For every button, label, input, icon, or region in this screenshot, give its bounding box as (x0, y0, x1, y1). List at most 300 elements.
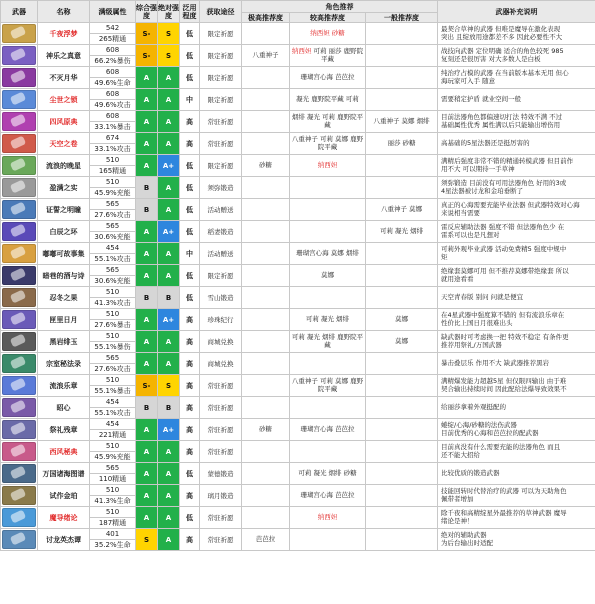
note-line: 矩 (441, 252, 448, 261)
acquisition-source: 商城兑换 (200, 353, 242, 375)
weapon-name: 流浪乐章 (38, 375, 90, 397)
catalyst-icon (2, 68, 36, 87)
weapon-sub-stat: 27.6%攻击 (90, 364, 136, 375)
weapon-sub-stat: 55.1%暴伤 (90, 342, 136, 353)
weapon-icon-cell (1, 419, 38, 441)
top-recommended-roles (242, 111, 290, 133)
acquisition-source: 常驻祈愿 (200, 397, 242, 419)
note-line: 突出 且绽放用途都差不多 因此必要性不大 (441, 32, 563, 41)
weapon-name: 忍冬之果 (38, 287, 90, 309)
weapon-sub-stat: 27.6%攻击 (90, 210, 136, 221)
catalyst-icon (2, 332, 36, 351)
weapon-notes (438, 529, 595, 551)
high-recommended-roles (290, 375, 366, 397)
weapon-notes (438, 419, 595, 441)
acquisition-source: 珍珠纪行 (200, 309, 242, 331)
high-recommended-roles (290, 111, 366, 133)
top-recommended-roles: 八重神子 (242, 45, 290, 67)
acquisition-source: 璃月锻造 (200, 485, 242, 507)
weapon-name: 西风秘典 (38, 441, 90, 463)
absolute-grade-badge: A (158, 67, 180, 89)
weapon-sub-stat: 45.9%充能 (90, 452, 136, 463)
acquisition-source: 限定祈愿 (200, 265, 242, 287)
overall-grade-badge: A (136, 243, 158, 265)
table-row (1, 45, 595, 56)
weapon-base-attack: 510 (90, 177, 136, 188)
high-recommended-roles (290, 529, 366, 551)
weapon-notes (438, 265, 595, 287)
normal-recommended-roles (366, 23, 438, 45)
acquisition-source: 雪山锻造 (200, 287, 242, 309)
weapon-name: 黑岩绯玉 (38, 331, 90, 353)
high-recommended-roles (290, 331, 366, 353)
normal-recommended-roles (366, 155, 438, 177)
weapon-base-attack: 565 (90, 199, 136, 210)
overall-grade-badge: B (136, 397, 158, 419)
high-recommended-roles (290, 485, 366, 507)
weapon-icon-cell (1, 89, 38, 111)
absolute-grade-badge: A+ (158, 309, 180, 331)
weapon-sub-stat: 41.3%攻击 (90, 298, 136, 309)
table-row (1, 309, 595, 320)
weapon-icon-cell (1, 331, 38, 353)
top-recommended-roles (242, 177, 290, 199)
weapon-sub-stat: 33.1%暴击 (90, 122, 136, 133)
normal-recommended-roles (366, 45, 438, 67)
weapon-icon-cell (1, 23, 38, 45)
overall-grade-badge: B (136, 199, 158, 221)
note-line: 可莉外观毕业武器 活动免费精5 强度中规中 (441, 245, 567, 253)
top-recommended-roles (242, 23, 290, 45)
weapon-sub-stat: 30.6%充能 (90, 276, 136, 287)
weapon-base-attack: 454 (90, 419, 136, 430)
weapon-base-attack: 565 (90, 353, 136, 364)
top-recommended-roles (242, 441, 290, 463)
note-line: 4星法器被讨龙和金珀垂断了 (441, 186, 524, 195)
role-name: 可莉 凝光 烟绯 (305, 314, 350, 323)
top-recommended-roles (242, 331, 290, 353)
weapon-sub-stat: 45.9%充能 (90, 188, 136, 199)
absolute-grade-badge: A+ (158, 419, 180, 441)
breadth-level: 低 (180, 507, 200, 529)
absolute-grade-badge: S (158, 45, 180, 67)
acquisition-source: 常驻祈愿 (200, 507, 242, 529)
note-line: 比较优质的锻造武器 (441, 468, 500, 477)
note-line: 最契合草神的武器 但唯是魔导在激化表现 (441, 25, 561, 33)
absolute-grade-badge: A (158, 243, 180, 265)
weapon-name: 暗巷的酒与诗 (38, 265, 90, 287)
weapon-notes (438, 375, 595, 397)
top-recommended-roles (242, 353, 290, 375)
top-recommended-roles (242, 265, 290, 287)
note-line: 来说相当需要 (441, 208, 481, 217)
absolute-grade-badge: S (158, 23, 180, 45)
normal-recommended-roles: 八重神子 莫娜 (366, 199, 438, 221)
high-recommended-roles (290, 265, 366, 287)
catalyst-icon (2, 420, 36, 439)
high-recommended-roles (290, 287, 366, 309)
breadth-level: 中 (180, 243, 200, 265)
normal-recommended-roles (366, 67, 438, 89)
note-line: 绪论是神！ (441, 516, 474, 525)
high-recommended-roles (290, 397, 366, 419)
catalyst-icon (2, 442, 36, 461)
breadth-level: 低 (180, 287, 200, 309)
breadth-level: 低 (180, 45, 200, 67)
top-recommended-roles (242, 375, 290, 397)
weapon-base-attack: 510 (90, 155, 136, 166)
weapon-sub-stat: 187精通 (90, 518, 136, 529)
catalyst-icon (2, 398, 36, 417)
acquisition-source: 活动赠送 (200, 199, 242, 221)
catalyst-icon (2, 464, 36, 483)
absolute-grade-badge: A (158, 199, 180, 221)
high-recommended-roles (290, 221, 366, 243)
weapon-notes (438, 155, 595, 177)
role-name: 珊瑚宫心海 芭芭拉 (300, 424, 355, 433)
weapon-notes (438, 397, 595, 419)
high-recommended-roles (290, 507, 366, 529)
weapon-base-attack: 454 (90, 397, 136, 408)
weapon-sub-stat: 49.6%生命 (90, 78, 136, 89)
breadth-level: 低 (180, 23, 200, 45)
breadth-level: 高 (180, 111, 200, 133)
normal-recommended-roles: 可莉 凝光 烟绯 (366, 221, 438, 243)
absolute-grade-badge: A (158, 485, 180, 507)
absolute-grade-badge: A (158, 177, 180, 199)
note-line: 蜷绽/心海/砂糖的法伤武器 (441, 421, 517, 429)
catalyst-icon (2, 530, 36, 549)
weapon-notes (438, 441, 595, 463)
table-row (1, 441, 595, 452)
normal-recommended-roles (366, 419, 438, 441)
weapon-name: 证誓之明瞳 (38, 199, 90, 221)
weapon-sub-stat: 49.6%攻击 (90, 100, 136, 111)
high-recommended-roles (290, 419, 366, 441)
acquisition-source: 蒙德锻造 (200, 463, 242, 485)
note-line: 目前法器角色都偏速切打法 特效不满 不过 (441, 113, 563, 121)
normal-recommended-roles: 莫娜 (366, 331, 438, 353)
table-row (1, 23, 595, 34)
role-name: 可莉 凝光 烟绯 (298, 468, 344, 477)
header-role-rec: 角色推荐 (242, 1, 438, 13)
weapon-icon-cell (1, 529, 38, 551)
high-recommended-roles (290, 89, 366, 111)
table-row (1, 463, 595, 474)
note-line: 目前优秀的心海和芭芭拉的配武器 (441, 428, 539, 437)
absolute-grade-badge: A (158, 265, 180, 287)
weapon-notes (438, 111, 595, 133)
overall-grade-badge: B (136, 177, 158, 199)
top-recommended-roles (242, 287, 290, 309)
overall-grade-badge: S- (136, 375, 158, 397)
role-name: 珊瑚宫心海 芭芭拉 (300, 72, 355, 81)
role-name: 芭芭拉 (335, 490, 355, 499)
normal-recommended-roles (366, 529, 438, 551)
weapon-sub-stat: 55.1%攻击 (90, 254, 136, 265)
weapon-icon-cell (1, 221, 38, 243)
weapon-notes (438, 45, 595, 67)
table-row (1, 67, 595, 78)
header-name: 名称 (38, 1, 90, 23)
role-name: 可莉 丽莎 (311, 47, 344, 55)
absolute-grade-badge: B (158, 287, 180, 309)
normal-recommended-roles (366, 89, 438, 111)
weapon-name: 宗室秘法录 (38, 353, 90, 375)
header-high-rec: 较高推荐度 (290, 13, 366, 23)
weapon-name: 昭心 (38, 397, 90, 419)
high-recommended-roles (290, 155, 366, 177)
table-row (1, 485, 595, 496)
note-line: 缺武器时可考虑换一把 特效不稳定 有条件更 (441, 333, 569, 341)
weapon-icon-cell (1, 111, 38, 133)
role-name: 鹿野院平藏 (321, 47, 364, 63)
role-name: 砂糖 (331, 28, 345, 37)
note-line: 性价比上国日月很难出头 (441, 318, 513, 327)
role-name: 八重神子 可莉 莫娜 (291, 377, 351, 385)
weapon-icon-cell (1, 353, 38, 375)
note-line: 基础属性优秀 属性满以后只能输出增伤用 (441, 120, 561, 129)
weapon-notes (438, 507, 595, 529)
note-line: 还不能大招给 (441, 450, 481, 459)
acquisition-source: 商城兑换 (200, 331, 242, 353)
note-line: 雷系可以也是凡想对 (441, 230, 500, 239)
role-name: 烟绯 (345, 248, 359, 257)
top-recommended-roles (242, 309, 290, 331)
overall-grade-badge: A (136, 353, 158, 375)
top-recommended-roles (242, 485, 290, 507)
overall-grade-badge: A (136, 111, 158, 133)
top-recommended-roles (242, 397, 290, 419)
weapon-icon-cell (1, 441, 38, 463)
weapon-sub-stat: 66.2%暴伤 (90, 56, 136, 67)
catalyst-icon (2, 244, 36, 263)
weapon-name: 白辰之环 (38, 221, 90, 243)
weapon-notes (438, 287, 595, 309)
header-row (1, 1, 595, 13)
weapon-name: 四风原典 (38, 111, 90, 133)
weapon-name: 祭礼残章 (38, 419, 90, 441)
high-recommended-roles (290, 463, 366, 485)
weapon-base-attack: 510 (90, 507, 136, 518)
acquisition-source: 限定祈愿 (200, 45, 242, 67)
note-line: 佩带者增加 (441, 494, 474, 503)
overall-grade-badge: A (136, 507, 158, 529)
acquisition-source: 限定祈愿 (200, 89, 242, 111)
high-recommended-roles (290, 441, 366, 463)
high-recommended-roles (290, 67, 366, 89)
overall-grade-badge: A (136, 485, 158, 507)
note-line: 海玩家可入手 随意 (441, 76, 496, 85)
weapon-base-attack: 674 (90, 133, 136, 144)
weapon-base-attack: 510 (90, 287, 136, 298)
note-line: 给丽莎拿着外观挺配的 (441, 402, 507, 411)
weapon-icon-cell (1, 309, 38, 331)
header-absolute-grade: 绝对强度 (158, 1, 180, 23)
weapon-name: 嘟嘟可故事集 (38, 243, 90, 265)
header-source: 获取途径 (200, 1, 242, 23)
weapon-notes (438, 133, 595, 155)
table-row (1, 199, 595, 210)
weapon-name: 讨龙英杰谭 (38, 529, 90, 551)
weapon-icon-cell (1, 155, 38, 177)
catalyst-icon (2, 156, 36, 175)
weapon-notes (438, 485, 595, 507)
weapon-base-attack: 565 (90, 221, 136, 232)
note-line: 暴击叠层乐 作用不大 缺武器推荐黑岩 (441, 358, 550, 367)
catalyst-icon (2, 46, 36, 65)
weapon-notes (438, 221, 595, 243)
weapon-notes (438, 177, 595, 199)
header-weapon: 武器 (1, 1, 38, 23)
role-name: 纳西妲 (317, 512, 338, 521)
weapon-notes (438, 463, 595, 485)
normal-recommended-roles (366, 397, 438, 419)
normal-recommended-roles: 丽莎 砂糖 (366, 133, 438, 155)
weapon-sub-stat: 165精通 (90, 166, 136, 177)
role-name: 鹿野院平藏 (317, 135, 364, 151)
normal-recommended-roles (366, 177, 438, 199)
absolute-grade-badge: A (158, 529, 180, 551)
table-row (1, 375, 595, 386)
weapon-name: 神乐之真意 (38, 45, 90, 67)
acquisition-source: 限定祈愿 (200, 155, 242, 177)
role-name: 纳西妲 (291, 47, 312, 55)
weapon-base-attack: 608 (90, 45, 136, 56)
weapon-sub-stat: 55.1%攻击 (90, 408, 136, 419)
normal-recommended-roles (366, 353, 438, 375)
top-recommended-roles: 砂糖 (242, 419, 290, 441)
role-name: 可莉 凝光 烟绯 (291, 333, 338, 341)
top-recommended-roles (242, 199, 290, 221)
weapon-name: 千夜浮梦 (38, 23, 90, 45)
acquisition-source: 常驻祈愿 (200, 441, 242, 463)
catalyst-icon (2, 178, 36, 197)
acquisition-source: 须弥锻造 (200, 177, 242, 199)
absolute-grade-badge: A (158, 507, 180, 529)
role-name: 八重神子 可莉 莫娜 (291, 135, 351, 143)
breadth-level: 高 (180, 419, 200, 441)
breadth-level: 高 (180, 331, 200, 353)
normal-recommended-roles (366, 287, 438, 309)
top-recommended-roles (242, 243, 290, 265)
weapon-sub-stat: 30.6%充能 (90, 232, 136, 243)
weapon-name: 不灭月华 (38, 67, 90, 89)
table-row (1, 177, 595, 188)
note-line: 绝对的辅助武器 (441, 531, 487, 539)
role-name: 鹿野院平藏 (324, 113, 364, 129)
weapon-icon-cell (1, 463, 38, 485)
overall-grade-badge: A (136, 463, 158, 485)
table-row (1, 265, 595, 276)
note-line: 就用途看看 (441, 274, 474, 283)
weapon-base-attack: 608 (90, 67, 136, 78)
breadth-level: 高 (180, 441, 200, 463)
weapon-icon-cell (1, 67, 38, 89)
breadth-level: 中 (180, 89, 200, 111)
absolute-grade-badge: A (158, 353, 180, 375)
table-row (1, 331, 595, 342)
weapon-sub-stat: 55.1%暴击 (90, 386, 136, 397)
normal-recommended-roles: 八重神子 莫娜 烟绯 (366, 111, 438, 133)
table-row (1, 111, 595, 122)
acquisition-source: 活动赠送 (200, 243, 242, 265)
acquisition-source: 限定祈愿 (200, 67, 242, 89)
catalyst-icon (2, 354, 36, 373)
absolute-grade-badge: A (158, 111, 180, 133)
overall-grade-badge: A (136, 67, 158, 89)
table-row (1, 287, 595, 298)
header-stats: 满级属性 (90, 1, 136, 23)
weapon-base-attack: 454 (90, 243, 136, 254)
note-line: 满精后强度非常不错的精通转模武器 但目前作 (441, 157, 574, 165)
note-line: 纯治疗占模的武器 在当前版本基本无用 但心 (441, 69, 569, 77)
breadth-level: 低 (180, 199, 200, 221)
note-line: 需要稍定护盾 就业空间一般 (441, 94, 522, 103)
weapon-sub-stat: 33.1%攻击 (90, 144, 136, 155)
weapon-icon-cell (1, 45, 38, 67)
weapon-notes (438, 309, 595, 331)
weapon-base-attack: 510 (90, 331, 136, 342)
note-line: 天空青春版 别问 问就是便宜 (441, 292, 524, 301)
weapon-base-attack: 510 (90, 441, 136, 452)
note-line: 在4星武器中强度算不错的 但有流浪乐章在 (441, 311, 565, 319)
weapon-base-attack: 565 (90, 463, 136, 474)
catalyst-icon (2, 24, 36, 43)
overall-grade-badge: A (136, 309, 158, 331)
acquisition-source: 常驻祈愿 (200, 375, 242, 397)
catalyst-icon (2, 112, 36, 131)
header-normal-rec: 一般推荐度 (366, 13, 438, 23)
weapon-notes (438, 23, 595, 45)
weapon-sub-stat: 27.6%暴击 (90, 320, 136, 331)
weapon-icon-cell (1, 375, 38, 397)
role-name: 鹿野院平藏 (317, 377, 364, 393)
weapon-name: 匣里日月 (38, 309, 90, 331)
acquisition-source: 稻妻锻造 (200, 221, 242, 243)
header-overall-grade: 综合强度 (136, 1, 158, 23)
header-breadth: 泛用程度 (180, 1, 200, 23)
top-recommended-roles: 芭芭拉 (242, 529, 290, 551)
note-line: 雷反应辅助法器 强度不错 但法器角色少 在 (441, 223, 565, 231)
overall-grade-badge: A (136, 133, 158, 155)
note-line: 推荐用祭礼/万国武器 (441, 340, 502, 349)
note-line: 目前真没有什么需要充能的法器角色 而且 (441, 443, 561, 451)
catalyst-icon (2, 376, 36, 395)
absolute-grade-badge: S (158, 375, 180, 397)
table-row (1, 353, 595, 364)
weapon-notes (438, 67, 595, 89)
weapon-name: 魔导绪论 (38, 507, 90, 529)
acquisition-source: 常驻祈愿 (200, 419, 242, 441)
absolute-grade-badge: A (158, 89, 180, 111)
catalyst-icon (2, 486, 36, 505)
high-recommended-roles (290, 133, 366, 155)
weapon-name: 试作金珀 (38, 485, 90, 507)
weapon-base-attack: 510 (90, 485, 136, 496)
weapon-sub-stat: 221精通 (90, 430, 136, 441)
top-recommended-roles: 砂糖 (242, 155, 290, 177)
header-top-rec: 极高推荐度 (242, 13, 290, 23)
breadth-level: 低 (180, 67, 200, 89)
role-name: 珊瑚宫心海 (300, 490, 336, 499)
high-recommended-roles (290, 45, 366, 67)
table-row (1, 89, 595, 100)
weapon-name: 流浪的晚星 (38, 155, 90, 177)
table-row (1, 529, 595, 540)
weapon-notes (438, 89, 595, 111)
high-recommended-roles (290, 243, 366, 265)
